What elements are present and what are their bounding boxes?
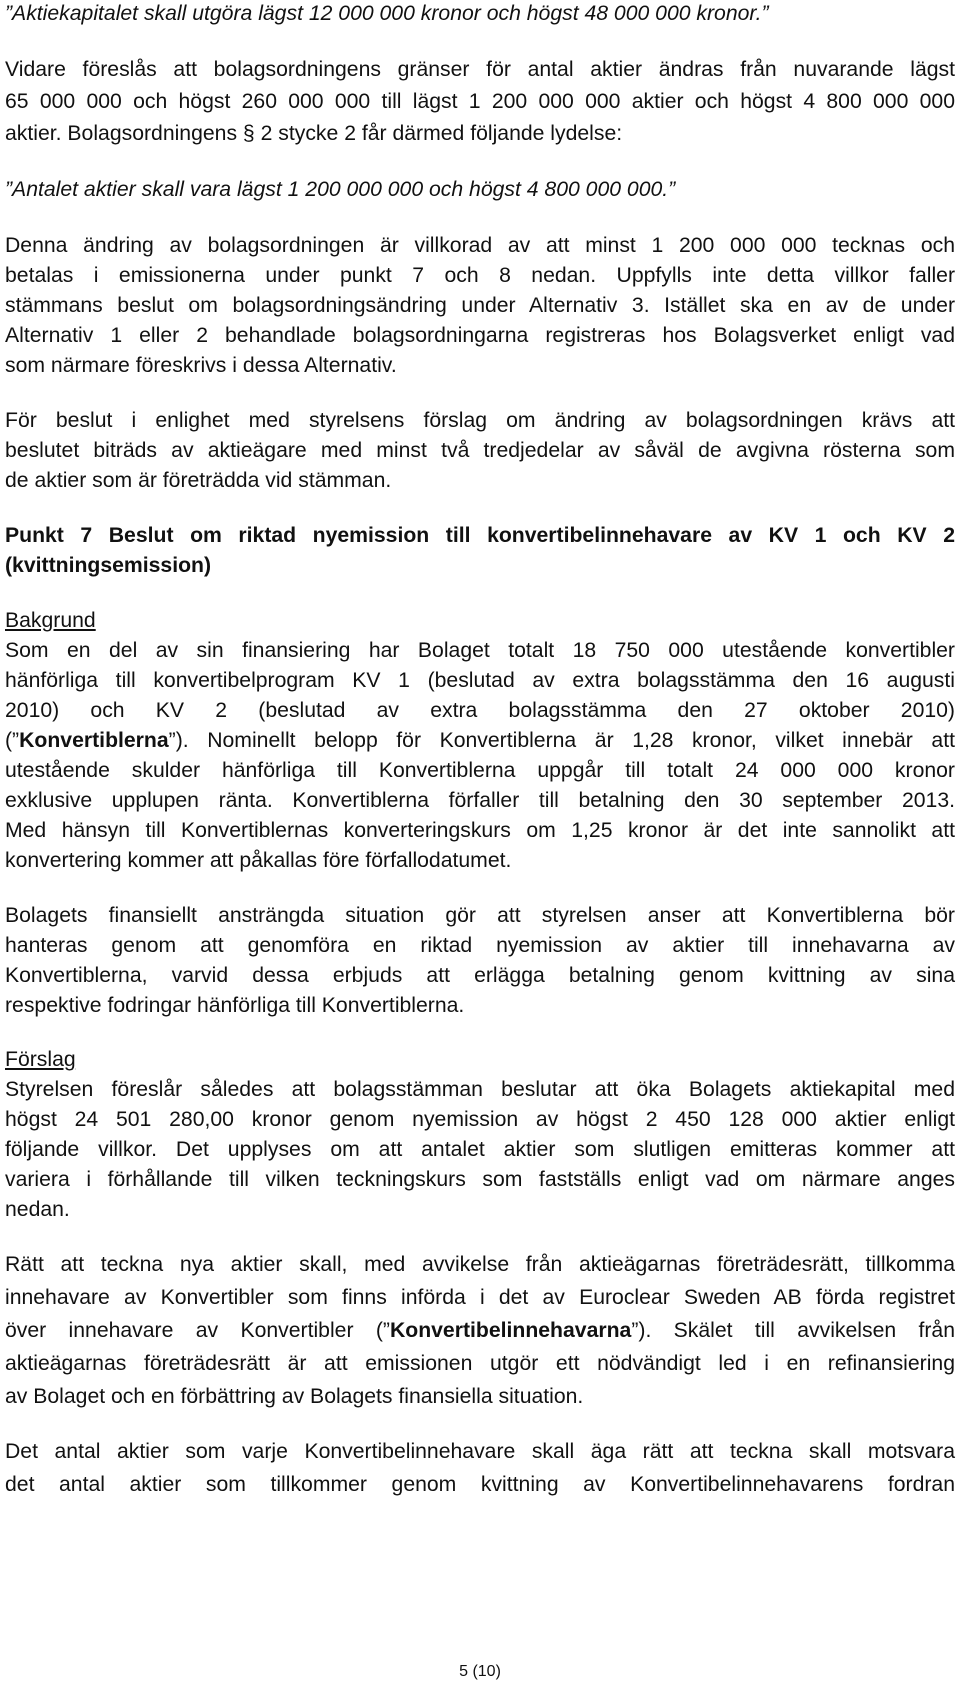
- paragraph-villkor-line: Alternativ 1 eller 2 behandlade bolagsordningarna registreras hos Bolagsverket enligt vad: [5, 324, 955, 347]
- paragraph-majoritet-line: beslutet biträds av aktieägare med minst två tredjedelar av såväl de avgivna rösterna som: [5, 439, 955, 462]
- paragraph-majoritet-line: För beslut i enlighet med styrelsens förslag om ändring av bolagsordningen krävs att: [5, 409, 955, 432]
- quote-aktiekapital: ”Aktiekapitalet skall utgöra lägst 12 000 000 kronor och högst 48 000 000 kronor.”: [5, 2, 769, 25]
- paragraph-forslag-line: variera i förhållande till vilken teckningskurs som fastställs enligt vad om närmare anges: [5, 1168, 955, 1191]
- paragraph-antal-line: det antal aktier som tillkommer genom kvittning av Konvertibelinnehavarens fordran: [5, 1473, 955, 1496]
- quote-antal-aktier: ”Antalet aktier skall vara lägst 1 200 000 000 och högst 4 800 000 000.”: [5, 178, 676, 201]
- paragraph-situation-line: Konvertiblerna, varvid dessa erbjuds att erlägga betalning genom kvittning av sina: [5, 964, 955, 987]
- paragraph-majoritet-line: de aktier som är företrädda vid stämman.: [5, 469, 392, 492]
- paragraph-situation-line: respektive fodringar hänförliga till Konvertiblerna.: [5, 994, 465, 1017]
- paragraph-villkor-line: stämmans beslut om bolagsordningsändring under Alternativ 3. Istället ska en av de under: [5, 294, 955, 317]
- subheading-bakgrund: Bakgrund: [5, 609, 96, 632]
- subheading-forslag: Förslag: [5, 1048, 76, 1071]
- paragraph-forslag-line: nedan.: [5, 1198, 70, 1221]
- paragraph-forslag-line: följande villkor. Det upplyses om att antalet aktier som slutligen emitteras kommer att: [5, 1138, 955, 1161]
- paragraph-ratt-line: [5, 1317, 955, 1345]
- paragraph-bakgrund-line: hänförliga till konvertibelprogram KV 1 (beslutad av extra bolagsstämma den 16 augusti: [5, 669, 955, 692]
- paragraph-bakgrund-line: Som en del av sin finansiering har Bolaget totalt 18 750 000 utestående konvertibler: [5, 639, 955, 662]
- defined-term-konvertibelinnehavarna: Konvertibelinnehavarna: [389, 1319, 632, 1342]
- paragraph-aktier-line: Vidare föreslås att bolagsordningens gränser för antal aktier ändras från nuvarande lägst: [5, 58, 955, 81]
- paragraph-villkor-line: Denna ändring av bolagsordningen är villkorad av att minst 1 200 000 000 tecknas och: [5, 234, 955, 257]
- paragraph-bakgrund-line: utestående skulder hänförliga till Konvertiblerna uppgår till totalt 24 000 000 kronor: [5, 759, 955, 782]
- paragraph-bakgrund-line: exklusive upplupen ränta. Konvertiblerna förfaller till betalning den 30 september 2013.: [5, 789, 955, 812]
- paragraph-bakgrund-line: 2010) och KV 2 (beslutad av extra bolagsstämma den 27 oktober 2010): [5, 699, 955, 722]
- paragraph-antal-line: Det antal aktier som varje Konvertibelinnehavare skall äga rätt att teckna skall motsvara: [5, 1440, 955, 1463]
- paragraph-forslag-line: Styrelsen föreslår således att bolagsstämman beslutar att öka Bolagets aktiekapital med: [5, 1078, 955, 1101]
- paragraph-villkor-line: betalas i emissionerna under punkt 7 och 8 nedan. Uppfylls inte detta villkor faller: [5, 264, 955, 287]
- paragraph-ratt-line: av Bolaget och en förbättring av Bolagets finansiella situation.: [5, 1385, 584, 1408]
- page-number: 5 (10): [459, 1663, 501, 1680]
- paragraph-ratt-line: innehavare av Konvertibler som finns införda i det av Euroclear Sweden AB förda registret: [5, 1286, 955, 1309]
- paragraph-ratt-line: aktieägarnas företrädesrätt är att emissionen utgör ett nödvändigt led i en refinansiering: [5, 1352, 955, 1375]
- paragraph-situation-line: hanteras genom att genomföra en riktad nyemission av aktier till innehavarna av: [5, 934, 955, 957]
- paragraph-situation-line: Bolagets finansiellt ansträngda situation gör att styrelsen anser att Konvertiblerna bör: [5, 904, 955, 927]
- paragraph-bakgrund-line: [5, 727, 955, 755]
- section-heading-punkt7-cont: (kvittningsemission): [5, 554, 212, 577]
- defined-term-konvertiblerna: Konvertiblerna: [19, 729, 169, 752]
- paragraph-aktier-line: 65 000 000 och högst 260 000 000 till lägst 1 200 000 000 aktier och högst 4 800 000 000: [5, 90, 955, 113]
- paragraph-aktier-line: aktier. Bolagsordningens § 2 stycke 2 får därmed följande lydelse:: [5, 122, 623, 145]
- paragraph-text: över innehavare av Konvertibler (”: [5, 1319, 390, 1342]
- paragraph-bakgrund-line: Med hänsyn till Konvertiblernas konverteringskurs om 1,25 kronor är det inte sannolikt att: [5, 819, 955, 842]
- paragraph-villkor-line: som närmare föreskrivs i dessa Alternativ.: [5, 354, 397, 377]
- quote-open: (”: [5, 729, 20, 752]
- paragraph-text: ”). Nominellt belopp för Konvertiblerna är 1,28 kronor, vilket innebär att: [168, 729, 955, 752]
- section-heading-punkt7: Punkt 7 Beslut om riktad nyemission till konvertibelinnehavare av KV 1 och KV 2: [5, 524, 955, 547]
- paragraph-ratt-line: Rätt att teckna nya aktier skall, med avvikelse från aktieägarnas företrädesrätt, tillkomma: [5, 1253, 955, 1276]
- paragraph-bakgrund-line: konvertering kommer att påkallas före förfallodatumet.: [5, 849, 512, 872]
- paragraph-forslag-line: högst 24 501 280,00 kronor genom nyemission av högst 2 450 128 000 aktier enligt: [5, 1108, 955, 1131]
- paragraph-text: ”). Skälet till avvikelsen från: [631, 1319, 955, 1342]
